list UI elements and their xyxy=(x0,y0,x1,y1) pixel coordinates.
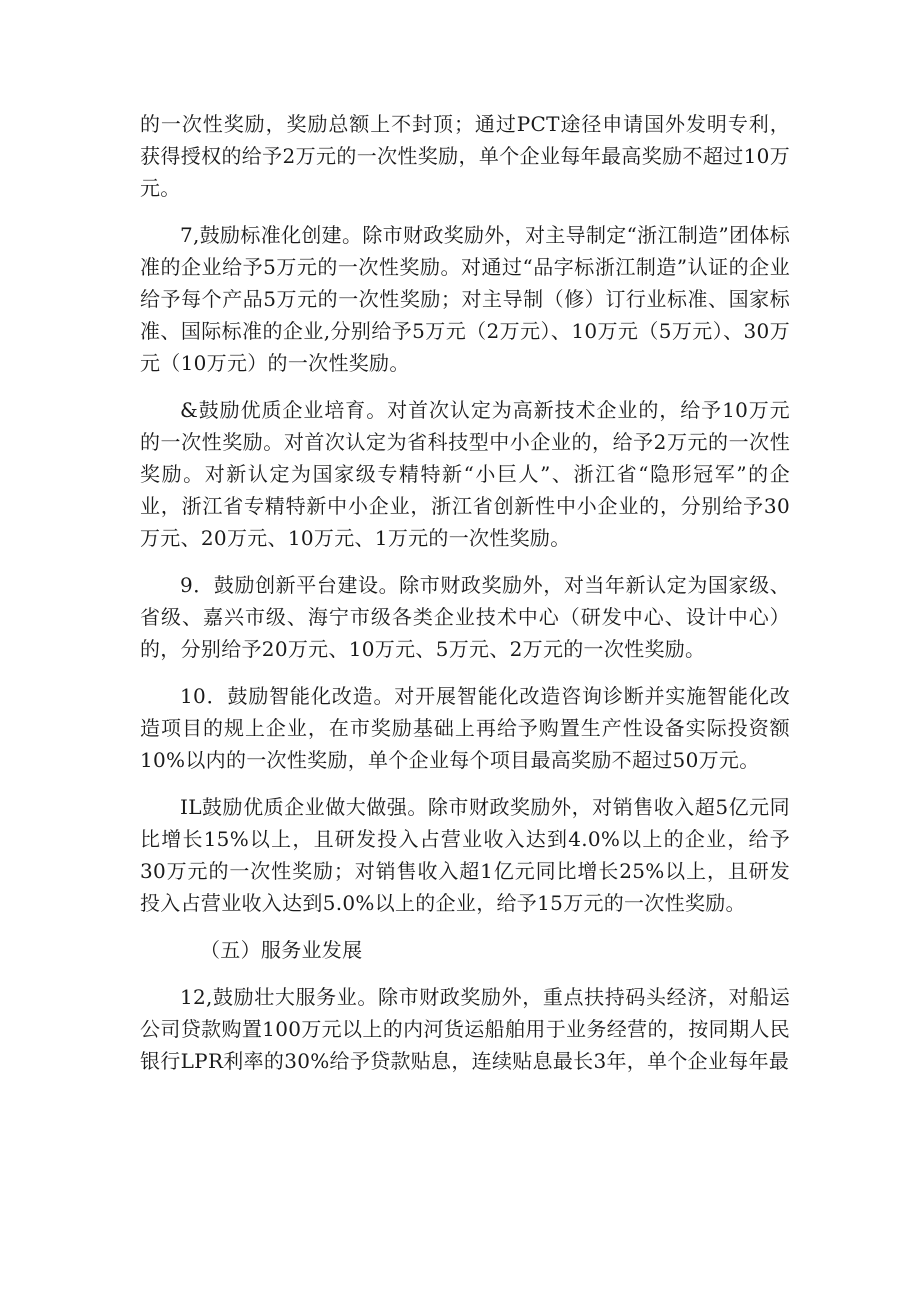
paragraph-item-7-standardization: 7,鼓励标准化创建。除市财政奖励外，对主导制定“浙江制造”团体标准的企业给予5万元的一次性奖励。对通过“品字标浙江制造”认证的企业给予每个产品5万元的一次性奖励；对主导制（修）订行业标准、国家标准、国际标准的企业,分别给予5万元（2万元）、10万元（5万元）、30万元（10万元）的一次性奖励。 xyxy=(140,223,790,375)
paragraph-item-11-enterprise-growth: IL鼓励优质企业做大做强。除市财政奖励外，对销售收入超5亿元同比增长15%以上，且研发投入占营业收入达到4.0%以上的企业，给予30万元的一次性奖励；对销售收入超1亿元同比增长25%以上，且研发投入占营业收入达到5.0%以上的企业，给予15万元的一次性奖励。 xyxy=(140,795,790,915)
paragraph-item-10-intelligent-upgrade: 10．鼓励智能化改造。对开展智能化改造咨询诊断并实施智能化改造项目的规上企业，在市奖励基础上再给予购置生产性设备实际投资额10%以内的一次性奖励，单个企业每个项目最高奖励不超过50万元。 xyxy=(140,684,790,772)
paragraph-continuation: 的一次性奖励，奖励总额上不封顶；通过PCT途径申请国外发明专利，获得授权的给予2万元的一次性奖励，单个企业每年最高奖励不超过10万元。 xyxy=(140,112,790,200)
paragraph-item-8-quality-enterprise: &鼓励优质企业培育。对首次认定为高新技术企业的，给予10万元的一次性奖励。对首次认定为省科技型中小企业的，给予2万元的一次性奖励。对新认定为国家级专精特新“小巨人”、浙江省“隐形冠军”的企业，浙江省专精特新中小企业，浙江省创新性中小企业的，分别给予30万元、20万元、10万元、1万元的一次性奖励。 xyxy=(140,398,790,550)
paragraph-item-9-innovation-platform: 9．鼓励创新平台建设。除市财政奖励外，对当年新认定为国家级、省级、嘉兴市级、海宁市级各类企业技术中心（研发中心、设计中心）的，分别给予20万元、10万元、5万元、2万元的一次性奖励。 xyxy=(140,573,790,661)
paragraph-item-12-service-industry: 12,鼓励壮大服务业。除市财政奖励外，重点扶持码头经济，对船运公司贷款购置100万元以上的内河货运船舶用于业务经营的，按同期人民银行LPR利率的30%给予贷款贴息，连续贴息最长3年，单个企业每年最 xyxy=(140,985,790,1073)
document-body xyxy=(140,108,790,1077)
section-heading-service-industry: （五）服务业发展 xyxy=(200,938,363,962)
